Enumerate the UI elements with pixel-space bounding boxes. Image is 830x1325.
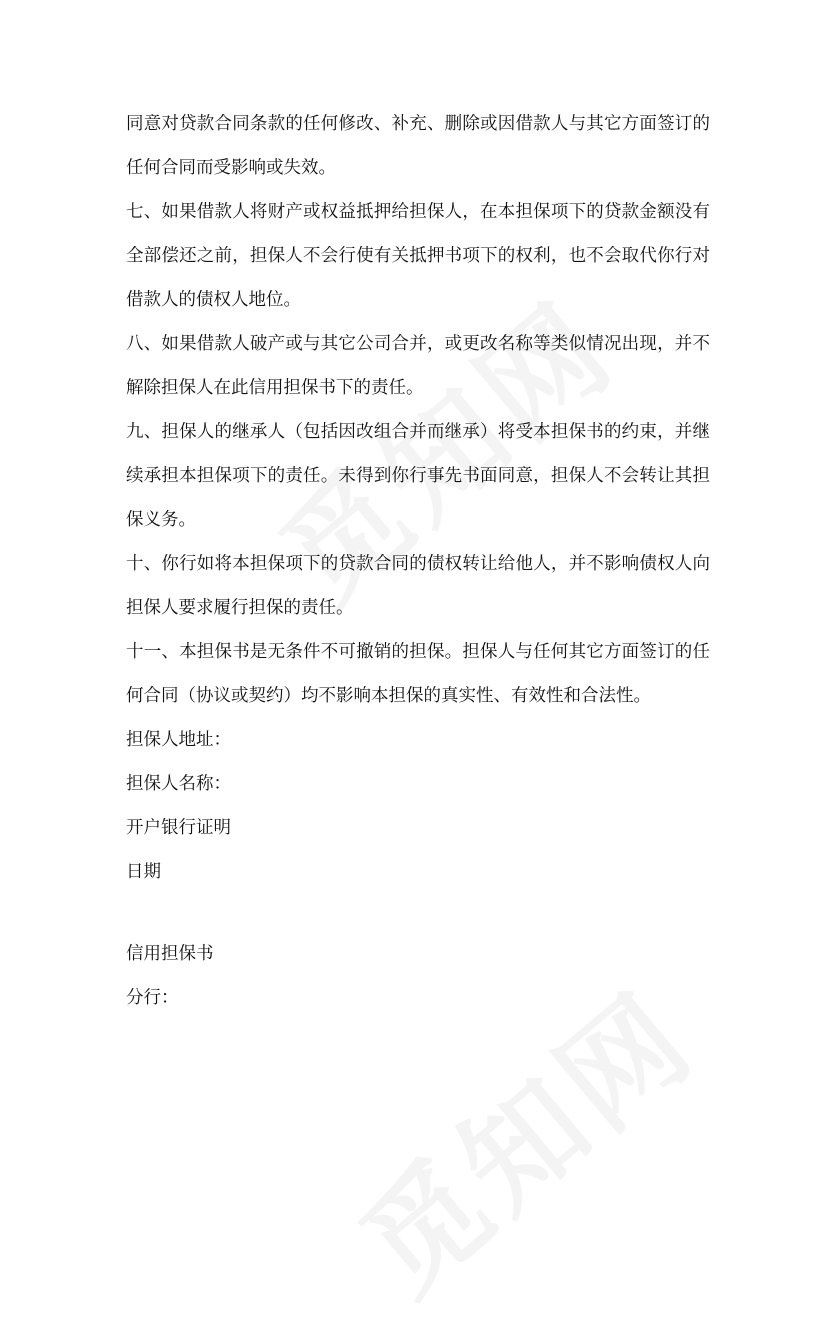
paragraph-continuation: 同意对贷款合同条款的任何修改、补充、删除或因借款人与其它方面签订的任何合同而受影响或失效。 [126, 114, 710, 178]
guarantor-name-field: 担保人名称： [126, 774, 231, 794]
document-body [126, 102, 710, 1020]
clause-11: 十一、本担保书是无条件不可撤销的担保。担保人与任何其它方面签订的任何合同（协议或契约）均不影响本担保的真实性、有效性和合法性。 [126, 642, 710, 706]
section-spacer [126, 894, 710, 932]
guarantor-address-field: 担保人地址： [126, 730, 231, 750]
date-field: 日期 [126, 862, 161, 882]
clause-8: 八、如果借款人破产或与其它公司合并，或更改名称等类似情况出现，并不解除担保人在此信用担保书下的责任。 [126, 334, 710, 398]
bank-certificate-field: 开户银行证明 [126, 818, 231, 838]
clause-7: 七、如果借款人将财产或权益抵押给担保人，在本担保项下的贷款金额没有全部偿还之前，担保人不会行使有关抵押书项下的权利，也不会取代你行对借款人的债权人地位。 [126, 202, 710, 310]
section-title: 信用担保书 [126, 944, 214, 964]
clause-9: 九、担保人的继承人（包括因改组合并而继承）将受本担保书的约束，并继续承担本担保项下的责任。未得到你行事先书面同意，担保人不会转让其担保义务。 [126, 422, 710, 530]
clause-10: 十、你行如将本担保项下的贷款合同的债权转让给他人，并不影响债权人向担保人要求履行担保的责任。 [126, 554, 710, 618]
branch-field: 分行： [126, 988, 179, 1008]
